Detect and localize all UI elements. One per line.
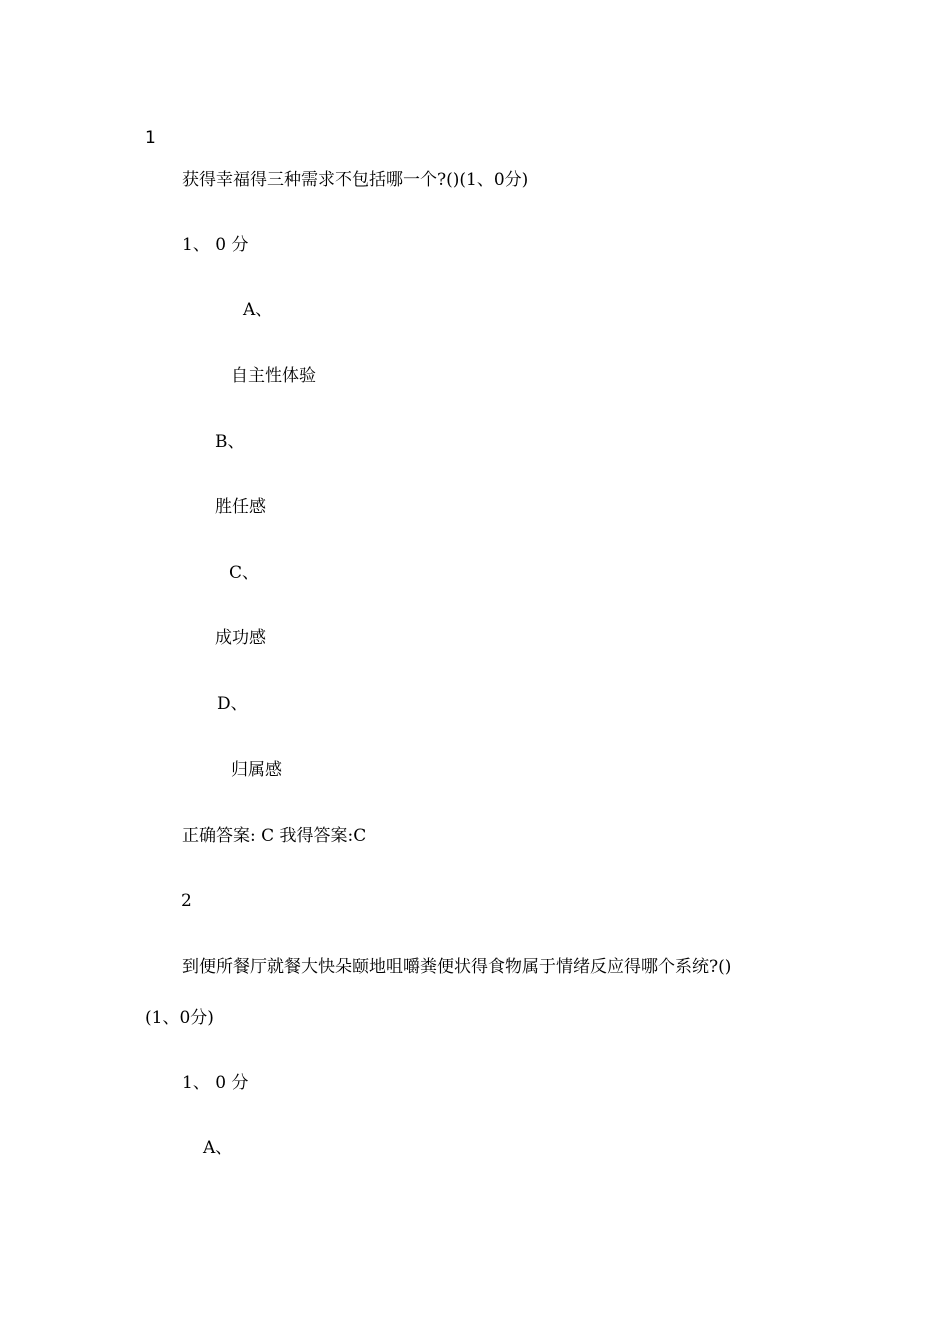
option-letter-a: A、 xyxy=(243,300,273,320)
question-number: 1 xyxy=(145,128,156,148)
question-text: 获得幸福得三种需求不包括哪一个?()(1、0分) xyxy=(182,170,529,190)
question-text: 到便所餐厅就餐大快朵颐地咀嚼粪便状得食物属于情绪反应得哪个系统?() xyxy=(182,957,732,977)
option-text-c: 成功感 xyxy=(215,628,266,648)
option-text-d: 归属感 xyxy=(231,760,282,780)
question-text-continued: (1、0分) xyxy=(145,1008,214,1028)
question-score: 1、 0 分 xyxy=(182,1073,249,1093)
option-text-a: 自主性体验 xyxy=(231,366,316,386)
option-letter-d: D、 xyxy=(217,694,248,714)
option-letter-c: C、 xyxy=(229,563,260,583)
answer-line: 正确答案: C 我得答案:C xyxy=(182,826,367,846)
option-letter-b: B、 xyxy=(215,432,245,452)
question-number: 2 xyxy=(181,891,192,911)
option-text-b: 胜任感 xyxy=(215,497,266,517)
option-letter-a: A、 xyxy=(203,1138,233,1158)
question-score: 1、 0 分 xyxy=(182,235,249,255)
